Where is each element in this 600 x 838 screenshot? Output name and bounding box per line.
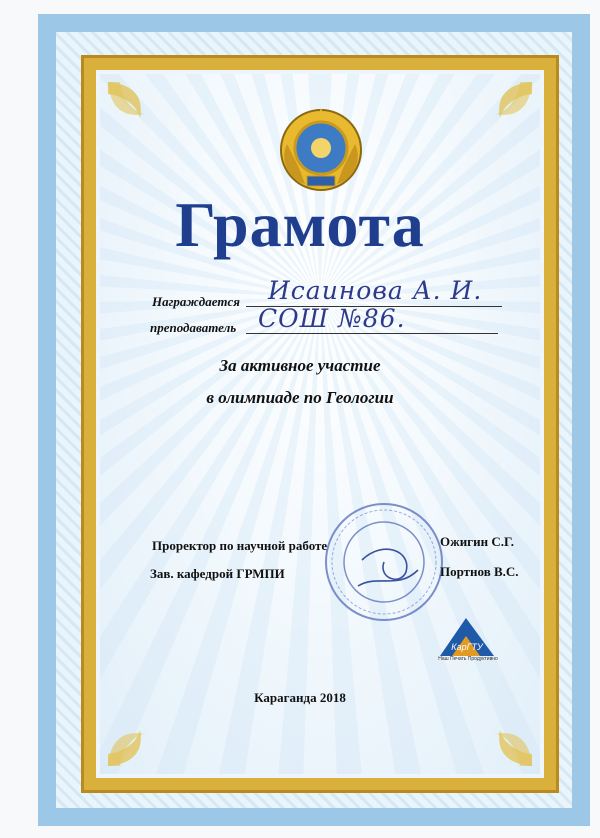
signatory-2-role: Зав. кафедрой ГРМПИ <box>150 566 285 581</box>
position-underline <box>246 333 498 334</box>
corner-ornament-icon <box>104 78 174 148</box>
position-label: преподаватель <box>150 320 237 335</box>
state-emblem-icon <box>275 104 367 196</box>
university-logo-icon <box>432 612 502 662</box>
signatory-2-name: Портнов В.С. <box>440 564 519 579</box>
signatory-1-name: Ожигин С.Г. <box>440 534 515 549</box>
corner-ornament-icon <box>104 700 174 770</box>
reason-line-1: За активное участие <box>219 356 381 375</box>
reason-line-2: в олимпиаде по Геологии <box>206 388 394 407</box>
place-year: Караганда 2018 <box>254 690 346 705</box>
signatory-1-role: Проректор по научной работе <box>152 538 328 553</box>
certificate-title: Грамота <box>175 189 425 260</box>
logo-text: КарГТУ <box>451 642 483 652</box>
logo-caption: Наш Печать Продуктивно <box>438 656 498 662</box>
awarded-label: Награждается <box>152 294 240 309</box>
position-handwritten: СОШ №86. <box>258 304 406 333</box>
seal-stamp-icon <box>322 500 446 624</box>
awarded-name-handwritten: Исаинова А. И. <box>268 276 483 305</box>
corner-ornament-icon <box>466 78 536 148</box>
corner-ornament-icon <box>466 700 536 770</box>
